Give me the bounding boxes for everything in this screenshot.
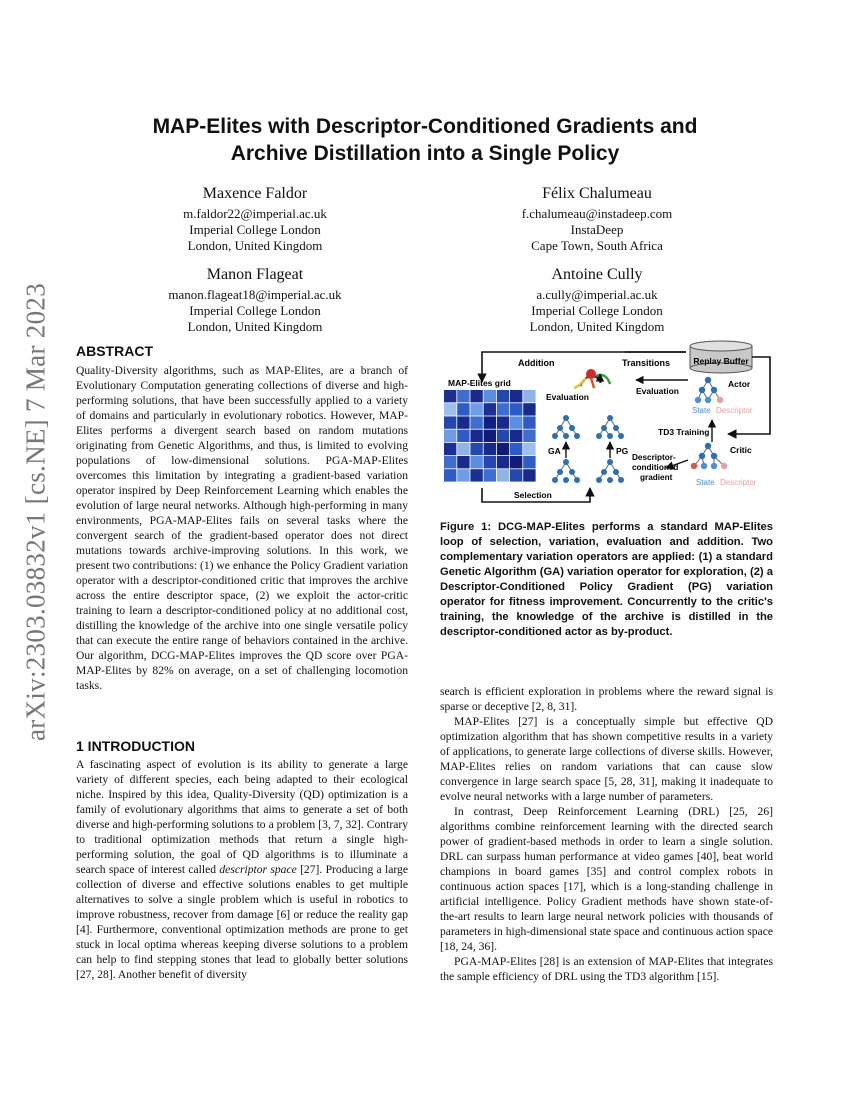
label-dc-gradient-2: conditioned: [632, 463, 679, 472]
label-replay-buffer: Replay Buffer: [693, 356, 749, 366]
grid-cell: [457, 430, 469, 442]
critic-network-icon: [691, 443, 727, 469]
grid-cell: [444, 416, 456, 428]
ga-parent-network-icon: [552, 415, 580, 439]
author-email: m.faldor22@imperial.ac.uk: [183, 206, 327, 221]
author-name: Antoine Cully: [551, 266, 643, 283]
ga-child-network-icon: [552, 459, 580, 483]
grid-cell: [470, 469, 482, 481]
intro-paragraph-1: [76, 757, 408, 982]
label-dc-gradient-3: gradient: [640, 473, 673, 482]
grid-cell: [470, 390, 482, 402]
author-block-2: [477, 183, 717, 254]
intro-paragraph-4: PGA-MAP-Elites [28] is an extension of MAP-Elites that integrates the sample efficiency of DRL using the TD3 algorithm [15].: [440, 955, 773, 983]
author-location: London, United Kingdom: [187, 319, 323, 334]
author-affiliation: Imperial College London: [189, 222, 321, 237]
label-state-critic: State: [696, 478, 715, 487]
grid-cell: [510, 430, 522, 442]
label-transitions: Transitions: [622, 358, 671, 368]
label-state-actor: State: [692, 406, 711, 415]
author-block-3: [135, 264, 375, 335]
introduction-heading: 1 INTRODUCTION: [76, 738, 195, 754]
author-location: Cape Town, South Africa: [531, 238, 663, 253]
figure-1-diagram: [440, 338, 780, 508]
figure-1-caption: Figure 1: DCG-MAP-Elites performs a standard MAP-Elites loop of selection, variation, evaluation and addition. Two complementary variation operators are applied: (1) a standard Genetic Algorithm (GA) variation operator for exploration, (2) a Descriptor-Conditioned Policy Gradient (PG) variation operator for fitness improvement. Concurrently to the critic's training, the knowledge of the archive is distilled in the descriptor-conditioned actor as by-product.: [440, 521, 773, 638]
introduction-right-column: [440, 684, 773, 984]
intro-paragraph-2: MAP-Elites [27] is a conceptually simple but effective QD optimization algorithm that has shown competitive results in a variety of applications, to generate large collections of diverse skills. However, MAP-Elites relies on random variations that can cause slow convergence in large search space [5, 28, 31], making it inadequate to evolve neural networks with a large number of parameters.: [440, 715, 773, 803]
label-evaluation-left: Evaluation: [546, 392, 589, 402]
actor-network-icon: [695, 377, 723, 403]
replay-buffer-icon: [690, 341, 752, 373]
grid-cell: [523, 456, 535, 468]
grid-cell: [484, 390, 496, 402]
author-location: London, United Kingdom: [187, 238, 323, 253]
grid-cell: [497, 416, 509, 428]
grid-cell: [470, 403, 482, 415]
label-descriptor-critic: Descriptor: [720, 478, 757, 487]
grid-cell: [484, 456, 496, 468]
label-ga: GA: [548, 446, 561, 456]
grid-cell: [457, 469, 469, 481]
grid-cell: [457, 443, 469, 455]
intro-p1-text-a: A fascinating aspect of evolution is its ability to generate a large variety of different species, each being adapted to their ecological niche. Inspired by this idea, Quality-Diversity (QD) optimization is a family of evolutionary algorithms that aims to generate a set of both diverse and high-performing solutions to a problem [3, 7, 32]. Contrary to traditional optimization methods that return a single high-performing solution, the goal of QD algorithms is to illuminate a search space of interest called: [76, 758, 408, 876]
grid-cell: [510, 456, 522, 468]
author-block-1: [135, 183, 375, 254]
label-critic: Critic: [730, 445, 752, 455]
author-name: Maxence Faldor: [202, 185, 308, 202]
intro-p1-emphasis: descriptor space: [219, 863, 297, 876]
grid-cell: [470, 443, 482, 455]
title-line-2: Archive Distillation into a Single Policy: [230, 142, 620, 165]
arxiv-sidebar: [6, 282, 66, 742]
grid-cell: [497, 456, 509, 468]
abstract-body: [76, 363, 408, 693]
grid-cell: [510, 403, 522, 415]
label-descriptor-actor: Descriptor: [716, 406, 753, 415]
grid-cell: [457, 403, 469, 415]
intro-paragraph-1-continued: search is efficient exploration in problems where the reward signal is sparse or deceptive [2, 8, 31].: [440, 685, 773, 713]
grid-cell: [484, 469, 496, 481]
author-email: a.cully@imperial.ac.uk: [536, 287, 658, 302]
grid-cell: [444, 456, 456, 468]
grid-cell: [470, 430, 482, 442]
grid-cell: [470, 456, 482, 468]
author-name: Félix Chalumeau: [542, 185, 652, 202]
author-name: Manon Flageat: [206, 266, 304, 283]
grid-cell: [523, 390, 535, 402]
abstract-text: Quality-Diversity algorithms, such as MAP-Elites, are a branch of Evolutionary Computation generating collections of diverse and high-performing solutions, that have been successfully applied to a variety of domains and particularly in evolutionary robotics. However, MAP-Elites performs a divergent search based on random mutations originating from Genetic Algorithms, and thus, is limited to evolving populations of low-dimensional solutions. PGA-MAP-Elites overcomes this limitation by integrating a gradient-based variation operator inspired by Deep Reinforcement Learning which enables the evolution of large neural networks. Although high-performing in many environments, PGA-MAP-Elites fails on several tasks where the convergent search of the gradient-based operator does not direct mutations towards archive-improving solutions. In this work, we present two contributions: (1) we enhance the Policy Gradient variation operator with a descriptor-conditioned critic that improves the archive across the entire descriptor space, (2) we exploit the actor-critic training to learn a descriptor-conditioned policy at no additional cost, distilling the knowledge of the archive into one single versatile policy that can execute the entire range of behaviors contained in the archive. Our algorithm, DCG-MAP-Elites improves the QD score over PGA-MAP-Elites by 82% on average, on a set of challenging locomotion tasks.: [76, 364, 408, 692]
grid-cell: [497, 403, 509, 415]
grid-cell: [497, 390, 509, 402]
introduction-left-column: [76, 757, 408, 982]
arxiv-identifier: arXiv:2303.03832v1 [cs.NE] 7 Mar 2023: [20, 282, 51, 742]
grid-cell: [523, 443, 535, 455]
grid-cell: [484, 430, 496, 442]
author-block-4: [477, 264, 717, 335]
author-location: London, United Kingdom: [529, 319, 665, 334]
grid-cell: [497, 443, 509, 455]
grid-cell: [510, 390, 522, 402]
author-email: f.chalumeau@instadeep.com: [521, 206, 673, 221]
grid-cell: [523, 469, 535, 481]
label-td3-training: TD3 Training: [658, 427, 710, 437]
grid-cell: [444, 469, 456, 481]
intro-p1-text-b: [27]. Producing a large collection of diverse and effective solutions enables to get multiple alternatives to solve a single problem which is useful in robotics to improve robustness, recover from damage [6] or reduce the reality gap [4]. Furthermore, conventional optimization methods are prone to get stuck in local optima whereas keeping diverse solutions to a problem can help to find stepping stones that lead to globally better solutions [27, 28]. Another benefit of diversity: [76, 863, 408, 981]
grid-cell: [523, 430, 535, 442]
grid-cell: [457, 390, 469, 402]
label-evaluation-top: Evaluation: [636, 386, 679, 396]
grid-cell: [484, 416, 496, 428]
author-affiliation: Imperial College London: [531, 303, 663, 318]
grid-cell: [497, 469, 509, 481]
grid-cell: [510, 469, 522, 481]
abstract-heading: ABSTRACT: [76, 343, 153, 359]
grid-cell: [457, 416, 469, 428]
label-dc-gradient-1: Descriptor-: [632, 453, 676, 462]
grid-cell: [523, 403, 535, 415]
label-selection: Selection: [514, 490, 552, 500]
grid-cell: [484, 443, 496, 455]
label-map-elites-grid: MAP-Elites grid: [448, 378, 511, 388]
label-addition: Addition: [518, 358, 555, 368]
grid-cell: [444, 403, 456, 415]
pg-child-network-icon: [596, 459, 624, 483]
grid-cell: [510, 416, 522, 428]
label-actor: Actor: [728, 379, 751, 389]
pg-parent-network-icon: [596, 415, 624, 439]
grid-cell: [444, 443, 456, 455]
grid-cell: [444, 390, 456, 402]
robot-icon: [574, 369, 610, 388]
label-pg: PG: [616, 446, 629, 456]
grid-cell: [444, 430, 456, 442]
grid-cell: [523, 416, 535, 428]
title-line-1: MAP-Elites with Descriptor-Conditioned Gradients and: [152, 115, 698, 138]
paper-title: [80, 113, 770, 167]
intro-paragraph-3: In contrast, Deep Reinforcement Learning (DRL) [25, 26] algorithms combine reinforcement learning with the directed search power of gradient-based methods in order to learn a single solution. DRL can surpass human performance at video games [40], beat world champions in board games [35] and control complex robots in continuous action spaces [17], which is a long-standing challenge in artificial intelligence. Policy Gradient methods have shown state-of-the-art results to learn large neural network policies with thousands of parameters in high-dimensional state space and continuous action space [18, 24, 36].: [440, 805, 773, 953]
map-elites-grid: [444, 390, 536, 482]
grid-cell: [510, 443, 522, 455]
grid-cell: [457, 456, 469, 468]
author-affiliation: InstaDeep: [570, 222, 624, 237]
author-affiliation: Imperial College London: [189, 303, 321, 318]
grid-cell: [470, 416, 482, 428]
grid-cell: [497, 430, 509, 442]
grid-cell: [484, 403, 496, 415]
author-email: manon.flageat18@imperial.ac.uk: [168, 287, 342, 302]
